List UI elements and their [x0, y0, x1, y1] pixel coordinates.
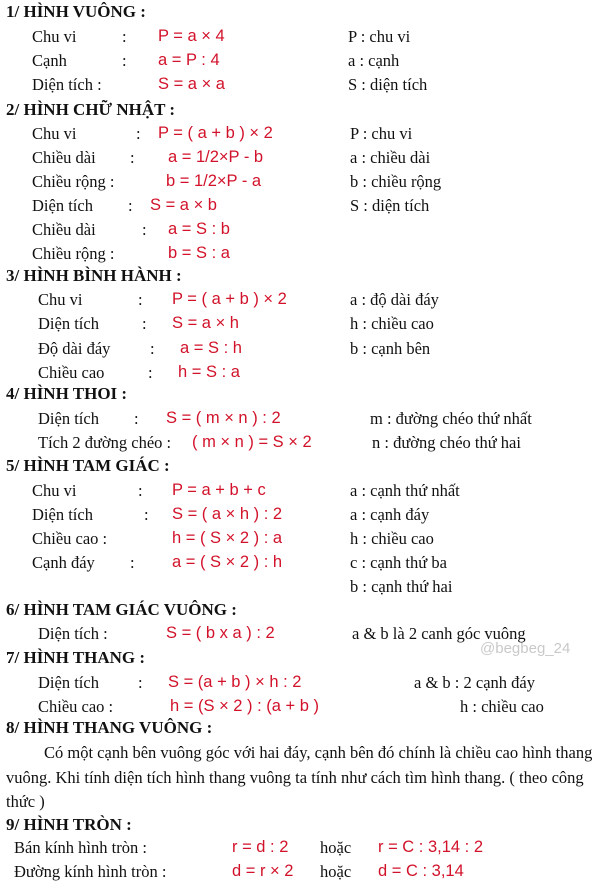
label: Độ dài đáy [38, 339, 111, 358]
label: Diện tích [32, 196, 93, 215]
or-text: hoặc [320, 862, 352, 881]
label: Diện tích [32, 505, 93, 524]
formula: d = r × 2 [232, 862, 294, 880]
formula: b = S : a [168, 244, 230, 262]
formula: S = ( a × h ) : 2 [172, 505, 283, 523]
formula: a = S : b [168, 220, 230, 238]
formula: a = P : 4 [158, 51, 220, 69]
section-2-heading: 2/ HÌNH CHỮ NHẬT : [6, 100, 176, 119]
label: Diện tích [38, 314, 99, 333]
watermark: @begbeg_24 [480, 640, 571, 657]
section-3-heading: 3/ HÌNH BÌNH HÀNH : [6, 266, 182, 285]
legend: h : chiều cao [350, 314, 434, 333]
colon: : [130, 148, 135, 167]
formula: a = ( S × 2 ) : h [172, 553, 283, 571]
label: Chu vi [38, 290, 83, 309]
label: Chu vi [32, 481, 77, 500]
label: Chiều dài [32, 220, 96, 239]
colon: : [122, 27, 127, 46]
label: Bán kính hình tròn : [14, 838, 147, 857]
colon: : [122, 51, 127, 70]
legend: a : cạnh [348, 51, 400, 70]
formula: S = a × b [150, 196, 217, 214]
formula: S = a × h [172, 314, 239, 332]
label: Cạnh [32, 51, 67, 70]
label: Tích 2 đường chéo : [38, 433, 172, 452]
legend: m : đường chéo thứ nhất [370, 409, 532, 428]
label: Diện tích [38, 409, 99, 428]
colon: : [138, 673, 143, 692]
legend: b : cạnh thứ hai [350, 577, 453, 596]
section-6-heading: 6/ HÌNH TAM GIÁC VUÔNG : [6, 600, 237, 619]
or-text: hoặc [320, 838, 352, 857]
formula-alt: r = C : 3,14 : 2 [378, 838, 484, 856]
legend: S : diện tích [348, 75, 428, 94]
legend: h : chiều cao [460, 697, 544, 716]
formula: b = 1/2×P - a [166, 172, 262, 190]
legend: c : cạnh thứ ba [350, 553, 447, 572]
formula-alt: d = C : 3,14 [378, 862, 464, 880]
legend: a & b là 2 canh góc vuông [352, 624, 526, 643]
colon: : [142, 220, 147, 239]
section-9-heading: 9/ HÌNH TRÒN : [6, 815, 132, 834]
colon: : [138, 290, 143, 309]
section-4-heading: 4/ HÌNH THOI : [6, 384, 128, 403]
formula: r = d : 2 [232, 838, 289, 856]
formula: S = ( b x a ) : 2 [166, 624, 275, 642]
legend: h : chiều cao [350, 529, 434, 548]
label: Chu vi [32, 124, 77, 143]
colon: : [150, 339, 155, 358]
formula: P = ( a + b ) × 2 [172, 290, 287, 308]
legend: n : đường chéo thứ hai [372, 433, 521, 452]
formula: a = S : h [180, 339, 242, 357]
formula: h = ( S × 2 ) : a [172, 529, 283, 547]
colon: : [136, 124, 141, 143]
section-5-heading: 5/ HÌNH TAM GIÁC : [6, 456, 170, 475]
formula: S = ( m × n ) : 2 [166, 409, 281, 427]
formula: S = (a + b ) × h : 2 [168, 673, 302, 691]
colon: : [144, 505, 149, 524]
legend: S : diện tích [350, 196, 430, 215]
legend: a & b : 2 cạnh đáy [414, 673, 535, 692]
legend: a : chiều dài [350, 148, 431, 167]
legend: a : cạnh thứ nhất [350, 481, 460, 500]
legend: b : chiều rộng [350, 172, 442, 191]
section-1-heading: 1/ HÌNH VUÔNG : [6, 2, 146, 21]
formula: ( m × n ) = S × 2 [192, 433, 312, 451]
label: Chu vi [32, 27, 77, 46]
label: Chiều cao [38, 363, 105, 382]
colon: : [130, 553, 135, 572]
label: Diện tích : [32, 75, 102, 94]
formula: P = a × 4 [158, 27, 225, 45]
label: Chiều cao : [38, 697, 114, 716]
formula: S = a × a [158, 75, 225, 93]
section-8-heading: 8/ HÌNH THANG VUÔNG : [6, 718, 213, 737]
label: Chiều rộng : [32, 244, 115, 263]
colon: : [138, 481, 143, 500]
label: Đường kính hình tròn : [14, 862, 167, 881]
legend: a : độ dài đáy [350, 290, 439, 309]
section-8-paragraph: Có một cạnh bên vuông góc với hai đáy, cạnh bên đó chính là chiều cao hình thang vuông. Khi tính diện tích hình thang vuông ta tính như cách tìm hình thang. ( theo công thức ) [6, 743, 593, 811]
legend: P : chu vi [348, 27, 411, 46]
label: Cạnh đáy [32, 553, 95, 572]
legend: P : chu vi [350, 124, 413, 143]
legend: a : cạnh đáy [350, 505, 430, 524]
formula: P = a + b + c [172, 481, 266, 499]
label: Diện tích [38, 673, 99, 692]
colon: : [134, 409, 139, 428]
label: Chiều rộng : [32, 172, 115, 191]
colon: : [128, 196, 133, 215]
label: Chiều cao : [32, 529, 108, 548]
formula: h = S : a [178, 363, 240, 381]
formula: a = 1/2×P - b [168, 148, 264, 166]
section-7-heading: 7/ HÌNH THANG : [6, 648, 146, 667]
formula: P = ( a + b ) × 2 [158, 124, 273, 142]
label: Diện tích : [38, 624, 108, 643]
formula: h = (S × 2 ) : (a + b ) [170, 697, 320, 715]
legend: b : cạnh bên [350, 339, 431, 358]
colon: : [142, 314, 147, 333]
colon: : [148, 363, 153, 382]
label: Chiều dài [32, 148, 96, 167]
